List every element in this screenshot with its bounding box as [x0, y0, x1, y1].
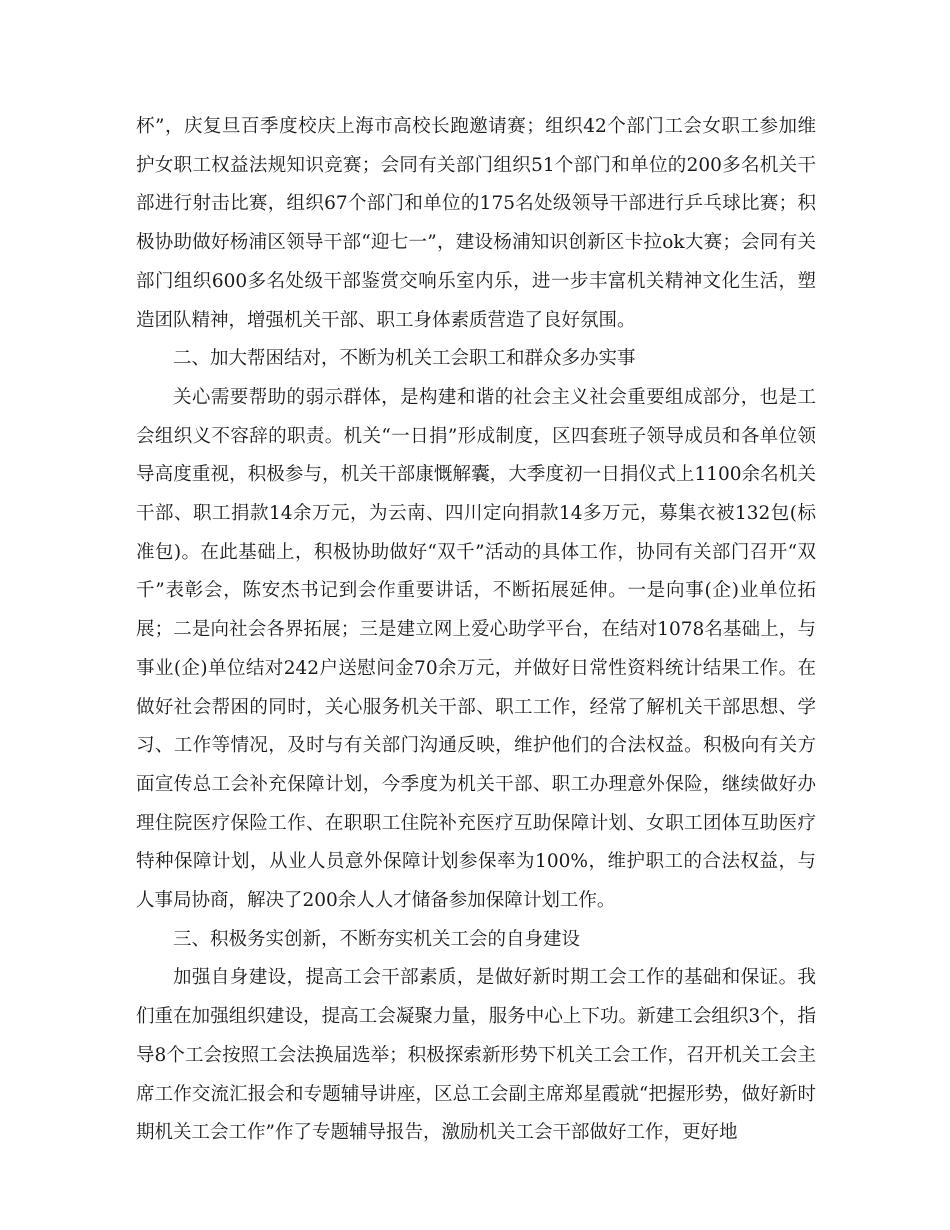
paragraph-continued: 杯”，庆复旦百季度校庆上海市高校长跑邀请赛；组织42个部门工会女职工参加维护女职工权益法规知识竞赛；会同有关部门组织51个部门和单位的200多名机关干部进行射击比赛，组织67个部门和单位的175名处级领导干部进行乒乓球比赛；积极协助做好杨浦区领导干部“迎七一”，建设杨浦知识创新区卡拉ok大赛；会同有关部门组织600多名处级干部鉴赏交响乐室内乐，进一步丰富机关精神文化生活，塑造团队精神，增强机关干部、职工身体素质营造了良好氛围。 — [136, 116, 816, 331]
paragraph-self-building: 加强自身建设，提高工会干部素质，是做好新时期工会工作的基础和保证。我们重在加强组织建设，提高工会凝聚力量，服务中心上下功。新建工会组织3个，指导8个工会按照工会法换届选举；积极探索新形势下机关工会工作，召开机关工会主席工作交流汇报会和专题辅导讲座，区总工会副主席郑星霞就“把握形势，做好新时期机关工会工作”作了专题辅导报告，激励机关工会干部做好工作，更好地 — [136, 967, 816, 1144]
paragraph-assistance: 关心需要帮助的弱示群体，是构建和谐的社会主义社会重要组成部分，也是工会组织义不容辞的职责。机关“一日捐”形成制度，区四套班子领导成员和各单位领导高度重视，积极参与，机关干部康慨解囊，大季度初一日捐仪式上1100余名机关干部、职工捐款14余万元，为云南、四川定向捐款14多万元，募集衣被132包(标准包)。在此基础上，积极协助做好“双千”活动的具体工作，协同有关部门召开“双千”表彰会，陈安杰书记到会作重要讲话，不断拓展延伸。一是向事(企)业单位拓展；二是向社会各界拓展；三是建立网上爱心助学平台，在结对1078名基础上，与事业(企)单位结对242户送慰问金70余万元，并做好日常性资料统计结果工作。在做好社会帮困的同时，关心服务机关干部、职工工作，经常了解机关干部思想、学习、工作等情况，及时与有关部门沟通反映，维护他们的合法权益。积极向有关方面宣传总工会补充保障计划，今季度为机关干部、职工办理意外保险，继续做好办理住院医疗保险工作、在职职工住院补充医疗互助保障计划、女职工团体互助医疗特种保障计划，从业人员意外保障计划参保率为100%，维护职工的合法权益，与人事局协商，解决了200余人人才储备参加保障计划工作。 — [136, 386, 816, 912]
section-heading-two: 二、加大帮困结对，不断为机关工会职工和群众多办实事 — [173, 348, 636, 370]
document-body — [136, 108, 816, 1153]
section-heading-three: 三、积极务实创新，不断夯实机关工会的自身建设 — [173, 928, 581, 950]
